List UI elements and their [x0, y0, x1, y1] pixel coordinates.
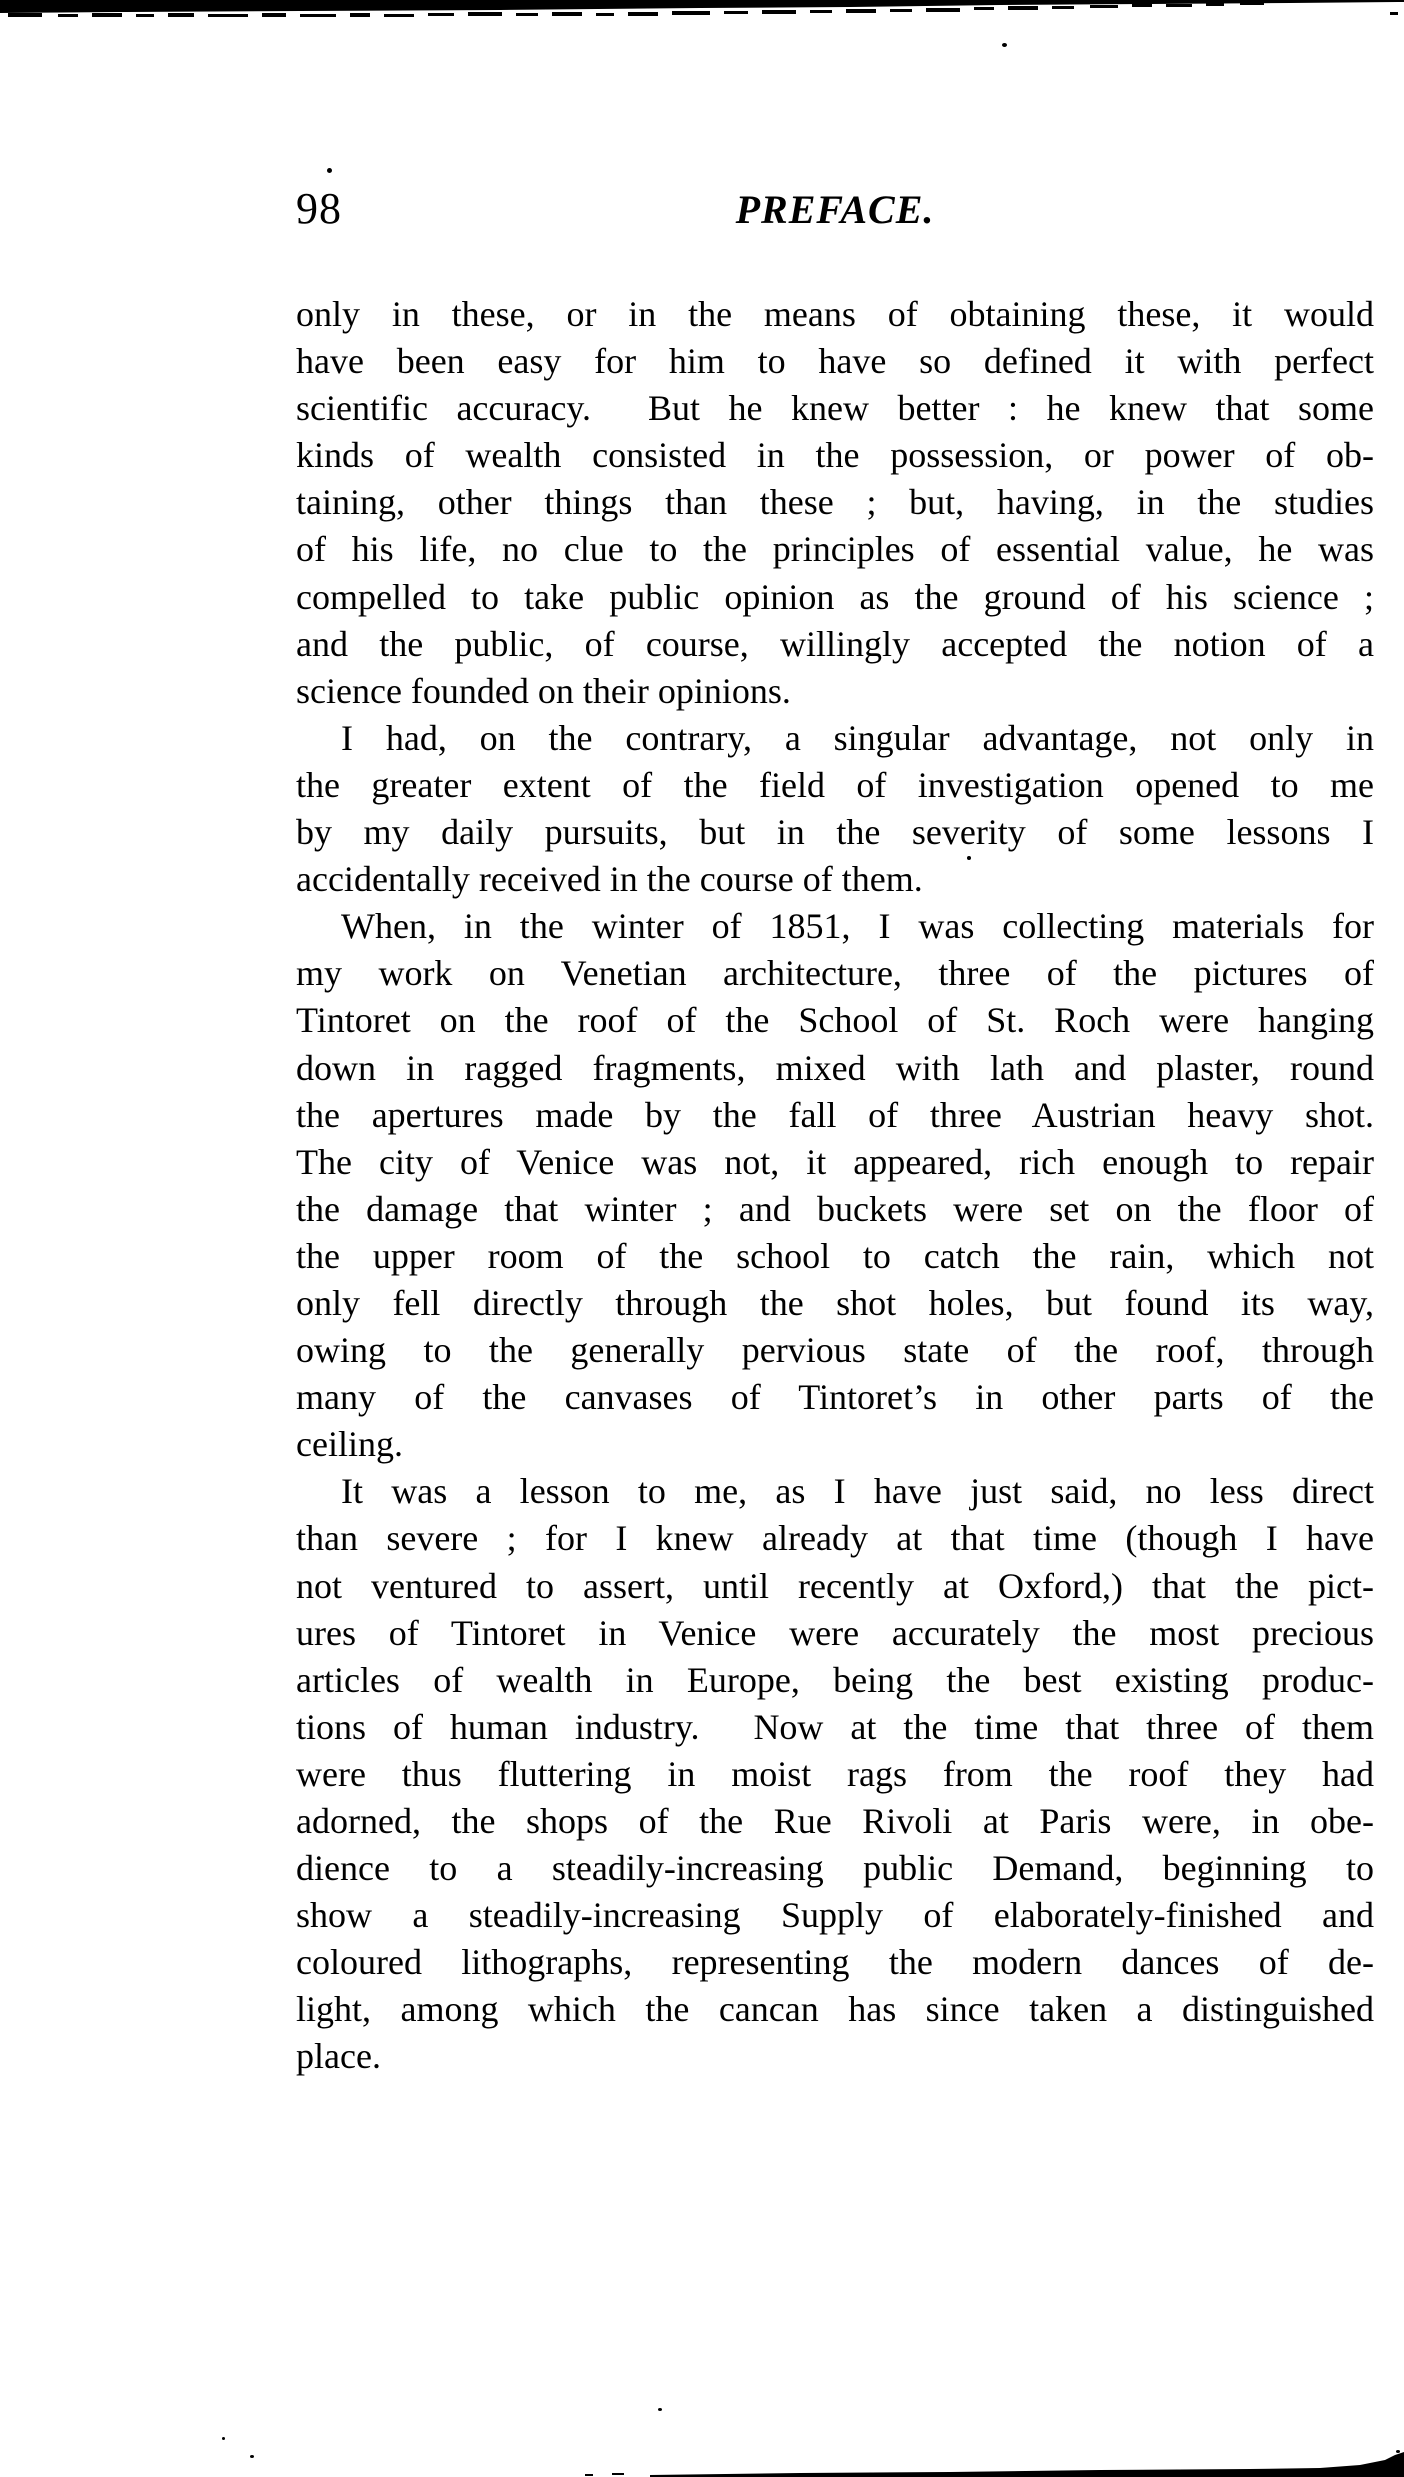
- text-line: the apertures made by the fall of three Austrian heavy shot.: [296, 1094, 1374, 1135]
- text-line: and the public, of course, willingly accepted the notion of a: [296, 623, 1374, 664]
- text-line: not ventured to assert, until recently at Oxford,) that the pict-: [296, 1565, 1374, 1606]
- text-line: of his life, no clue to the principles of essential value, he was: [296, 529, 1374, 570]
- text-line: ceiling.: [296, 1424, 403, 1465]
- text-line: have been easy for him to have so defined it with perfect: [296, 341, 1374, 382]
- text-line: many of the canvases of Tintoret’s in other parts of the: [296, 1377, 1374, 1418]
- text-line: ures of Tintoret in Venice were accurately the most precious: [296, 1612, 1374, 1653]
- text-line: accidentally received in the course of them.: [296, 859, 923, 900]
- text-line: only fell directly through the shot holes, but found its way,: [296, 1282, 1374, 1323]
- page-number: 98: [296, 184, 342, 233]
- text-line: Tintoret on the roof of the School of St. Roch were hanging: [296, 1000, 1374, 1041]
- ink-speck: [327, 168, 332, 173]
- text-line: When, in the winter of 1851, I was collecting materials for: [341, 906, 1374, 947]
- text-line: my work on Venetian architecture, three of the pictures of: [296, 953, 1374, 994]
- text-line: place.: [296, 2036, 381, 2077]
- ink-speck: [1002, 43, 1007, 47]
- text-line: were thus fluttering in moist rags from the roof they had: [296, 1753, 1374, 1794]
- scan-artifact-top: [0, 0, 1404, 50]
- text-line: the greater extent of the field of investigation opened to me: [296, 764, 1374, 805]
- text-line: by my daily pursuits, but in the severity of some lessons I: [296, 812, 1374, 853]
- scan-artifact-bottom: [0, 2447, 1404, 2477]
- text-line: I had, on the contrary, a singular advantage, not only in: [341, 717, 1374, 758]
- running-head: [296, 184, 1374, 238]
- text-line: science founded on their opinions.: [296, 670, 791, 711]
- text-line: The city of Venice was not, it appeared, rich enough to repair: [296, 1141, 1374, 1182]
- text-line: dience to a steadily-increasing public Demand, beginning to: [296, 1848, 1374, 1889]
- text-line: articles of wealth in Europe, being the best existing produc-: [296, 1659, 1374, 1700]
- text-line: coloured lithographs, representing the modern dances of de-: [296, 1942, 1374, 1983]
- text-line: down in ragged fragments, mixed with lath and plaster, round: [296, 1047, 1374, 1088]
- text-line: It was a lesson to me, as I have just said, no less direct: [341, 1471, 1374, 1512]
- text-line: only in these, or in the means of obtaining these, it would: [296, 294, 1374, 334]
- text-line: kinds of wealth consisted in the possession, or power of ob-: [296, 435, 1374, 476]
- text-line: than severe ; for I knew already at that time (though I have: [296, 1518, 1374, 1559]
- page-title: PREFACE.: [735, 187, 935, 232]
- text-line: owing to the generally pervious state of the roof, through: [296, 1330, 1374, 1371]
- text-block: [296, 291, 1374, 2081]
- text-line: the upper room of the school to catch the rain, which not: [296, 1235, 1374, 1276]
- text-line: show a steadily-increasing Supply of elaborately-finished and: [296, 1895, 1374, 1936]
- ink-speck: [967, 856, 971, 860]
- text-line: compelled to take public opinion as the ground of his science ;: [296, 576, 1374, 617]
- ink-speck: [222, 2437, 225, 2440]
- text-line: adorned, the shops of the Rue Rivoli at Paris were, in obe-: [296, 1801, 1374, 1841]
- ink-speck: [658, 2408, 662, 2411]
- text-line: scientific accuracy. But he knew better : he knew that some: [296, 388, 1374, 429]
- text-line: taining, other things than these ; but, having, in the studies: [296, 482, 1374, 523]
- text-line: tions of human industry. Now at the time that three of them: [296, 1706, 1374, 1747]
- text-line: the damage that winter ; and buckets were set on the floor of: [296, 1188, 1374, 1229]
- text-line: light, among which the cancan has since taken a distinguished: [296, 1989, 1374, 2030]
